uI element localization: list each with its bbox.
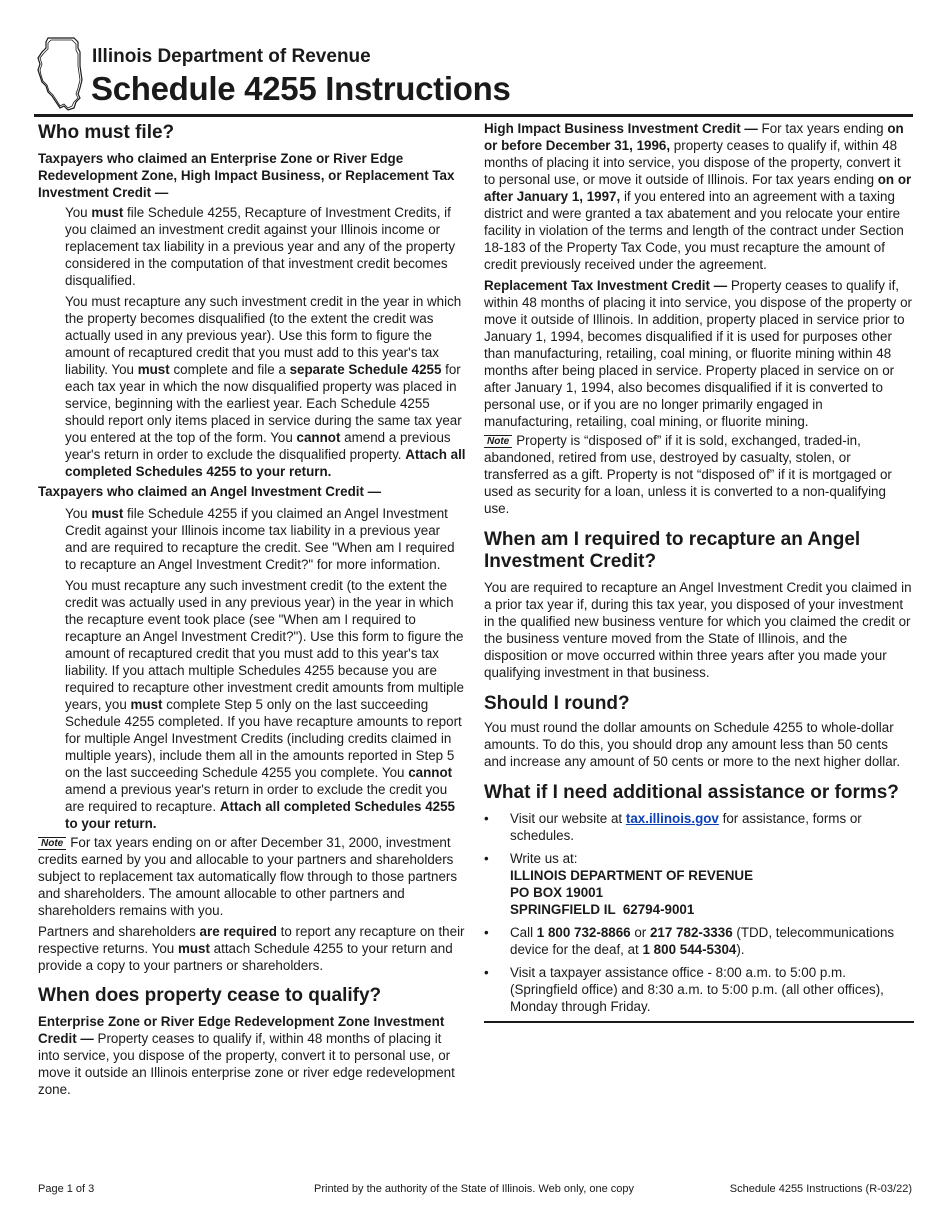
page-number: Page 1 of 3 bbox=[38, 1183, 95, 1195]
right-column bbox=[484, 120, 914, 1023]
list-item-phone: • Call 1 800 732-8866 or 217 782-3336 (TDD, telecommunications device for the deaf, at 1 800 544-5304). bbox=[484, 925, 895, 957]
left-column bbox=[38, 120, 466, 1098]
note-icon: Note bbox=[38, 837, 66, 850]
department-name: Illinois Department of Revenue bbox=[92, 46, 371, 67]
paragraph-angel-must-file: You must file Schedule 4255 if you claimed an Angel Investment Credit against your Illinois income tax liability in a previous year and are required to recapture the credit. See "When am I required to recapture an Angel Investment Credit?" for more information. bbox=[65, 506, 455, 572]
section-end-rule bbox=[484, 1021, 914, 1023]
paragraph-must-file: You must file Schedule 4255, Recapture of Investment Credits, if you claimed an investment credit against your Illinois income or replacement tax liability in a previous year and any of the property considered in the computation of that investment credit becomes disqualified. bbox=[65, 205, 456, 288]
illinois-state-outline-icon bbox=[34, 36, 86, 112]
who-subheading-angel: Taxpayers who claimed an Angel Investment Credit — bbox=[38, 484, 382, 499]
tax-website-link[interactable]: tax.illinois.gov bbox=[625, 811, 719, 826]
who-must-file-heading: Who must file? bbox=[38, 122, 175, 143]
note-icon: Note bbox=[484, 435, 512, 448]
paragraph-partners: Partners and shareholders are required to report any recapture on their respective returns. You must attach Schedule 4255 to your return and provide a copy to your partners or shareholders. bbox=[38, 924, 465, 973]
paragraph-angel-when: You are required to recapture an Angel Investment Credit you claimed in a prior tax year if, during this tax year, you disposed of your investment in the qualified new business venture for which you claimed the credit or the business venture moved from the State of Illinois, and the disposition or move occurred within three years after you made your qualifying investment in that business. bbox=[484, 580, 912, 680]
list-item-mail: • Write us at: ILLINOIS DEPARTMENT OF REVENUE PO BOX 19001 SPRINGFIELD IL 62794-9001 bbox=[484, 851, 754, 917]
angel-recapture-heading: When am I required to recapture an Angel Investment Credit? bbox=[484, 529, 861, 572]
form-revision: Schedule 4255 Instructions (R-03/22) bbox=[729, 1183, 912, 1195]
printed-authority: Printed by the authority of the State of Illinois. Web only, one copy bbox=[314, 1183, 634, 1195]
paragraph-angel-recapture: You must recapture any such investment credit (to the extent the credit was actually used in any previous year) in the year in which the recapture event took place (see "When am I required to recapture an Angel Investment Credit?"). Use this form to figure the amount of recaptured credit that you must add to this year's tax liability. If you attach multiple Schedules 4255 because you are required to recapture other investment credit amounts from multiple years, you must complete Step 5 only on the last succeeding Schedule 4255 completed. If you have recapture amounts to report for multiple Angel Investment Credits (including credits claimed in multiple years), include them all in the amounts reported in Step 5 on the last succeeding Schedule 4255 you complete. You cannot amend a previous year's return in order to exclude the credit you are required to recapture. Attach all completed Schedules 4255 to your return. bbox=[65, 578, 464, 831]
assistance-heading: What if I need additional assistance or forms? bbox=[484, 782, 899, 803]
paragraph-rounding: You must round the dollar amounts on Schedule 4255 to whole-dollar amounts. To do this, you should drop any amount less than 50 cents and increase any amount of 50 cents or more to the next higher dollar. bbox=[484, 720, 901, 769]
header-rule bbox=[34, 114, 913, 117]
paragraph-high-impact: High Impact Business Investment Credit — For tax years ending on or before December 31, 1996, property ceases to qualify if, within 48 months of placing it into service, you dispose of the property, convert it to personal use, or move it outside of Illinois. For tax years ending on or after January 1, 1997, if you entered into an agreement with a taxing district and were granted a tax abatement and you relocate your entire facility in violation of the terms and length of the contract under Section 18-183 of the Property Tax Code, you must recapture the amount of credit previously received under the agreement. bbox=[484, 121, 912, 272]
cease-to-qualify-heading: When does property cease to qualify? bbox=[38, 985, 382, 1006]
should-i-round-heading: Should I round? bbox=[484, 693, 630, 714]
paragraph-replacement-tax: Replacement Tax Investment Credit — Property ceases to qualify if, within 48 months of placing it into service, you dispose of the property or move it outside of Illinois. In addition, property placed in service prior to January 1, 1994, becomes disqualified if it is used for purposes other than manufacturing, retailing, coal mining, or fluorite mining within 48 months after being placed in service. Property placed in service on or after January 1, 1994, also becomes disqualified if it is converted to personal use, or if you are no longer primarily engaged in manufacturing, retailing, coal mining, or fluorite mining. bbox=[484, 278, 912, 429]
who-subheading-enterprise: Taxpayers who claimed an Enterprise Zone or River Edge Redevelopment Zone, High Impact Business, or Replacement Tax Investment Credit — bbox=[38, 151, 455, 200]
page-header bbox=[34, 34, 914, 114]
list-item-website: • Visit our website at tax.illinois.gov for assistance, forms or schedules. bbox=[484, 811, 862, 843]
paragraph-recapture: You must recapture any such investment credit in the year in which the property becomes disqualified (to the extent the credit was actually used in any previous year). Use this form to figure the amount of recaptured credit that you must add to this year's tax liability. You must complete and file a separate Schedule 4255 for each tax year in which the now disqualified property was placed in service, beginning with the earliest year. Each Schedule 4255 should report only items placed in service during the same tax year you entered at the top of the form. You cannot amend a previous year's return in order to exclude the disqualified property. Attach all completed Schedules 4255 to your return. bbox=[65, 294, 466, 479]
note-flow-through: Note For tax years ending on or after December 31, 2000, investment credits earned by you and allocable to your partners and shareholders subject to replacement tax automatically flow through to those partners and shareholders. The amount allocable to other partners and shareholders remains with you. bbox=[38, 835, 458, 918]
list-item-office: • Visit a taxpayer assistance office - 8:00 a.m. to 5:00 p.m. (Springfield office) and 8:30 a.m. to 5:00 p.m. (all other offices), Monday through Friday. bbox=[484, 965, 884, 1014]
note-disposed-of: Note Property is “disposed of” if it is sold, exchanged, traded-in, abandoned, retired from use, destroyed by casualty, stolen, or transferred as a gift. Property is not “disposed of” if it is mortgaged or used as security for a loan, unless it is converted to a non-qualifying use. bbox=[484, 433, 892, 516]
paragraph-enterprise-zone: Enterprise Zone or River Edge Redevelopment Zone Investment Credit — Property ceases to qualify if, within 48 months of placing it into service, you dispose of the property, convert it to personal use, or move it outside an Illinois enterprise zone or river edge redevelopment zone. bbox=[38, 1014, 455, 1097]
assistance-list bbox=[484, 810, 914, 1015]
page-title: Schedule 4255 Instructions bbox=[91, 70, 511, 107]
